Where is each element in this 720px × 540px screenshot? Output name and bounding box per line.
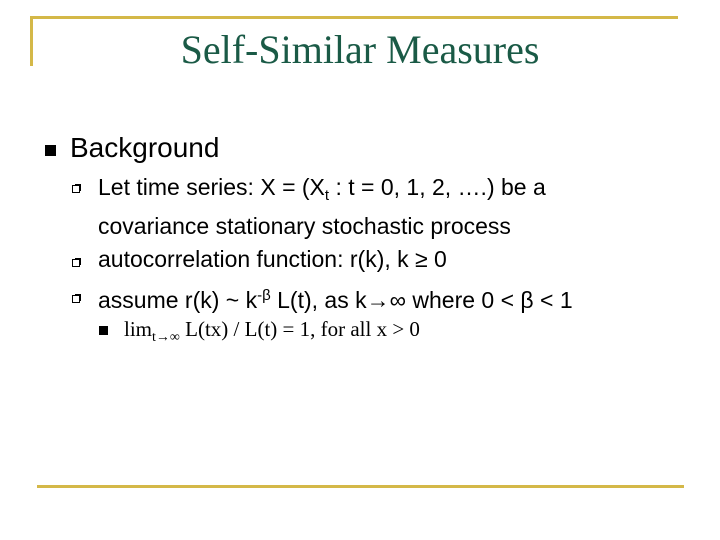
sub-bullet-autocorrelation: autocorrelation function: r(k), k ≥ 0 — [98, 246, 447, 272]
text-segment: L(t), as k→∞ where 0 < β < 1 — [270, 287, 573, 313]
box-bullet-icon — [72, 184, 81, 193]
box-bullet-icon — [72, 258, 81, 267]
sub-bullet-time-series — [98, 172, 546, 242]
sub-bullet-line-2: covariance stationary stochastic process — [98, 213, 511, 239]
subscript-limit: t→∞ — [152, 330, 180, 345]
bullet-background: Background — [70, 132, 220, 163]
slide-title: Self-Similar Measures — [180, 27, 540, 72]
sub-bullet-assume — [98, 280, 573, 316]
top-rule — [30, 16, 678, 19]
sub-sub-bullet-limit — [124, 317, 420, 346]
text-segment: : t = 0, 1, 2, ….) be a — [329, 174, 546, 200]
bottom-rule — [37, 485, 684, 488]
superscript-beta: -β — [257, 287, 271, 304]
box-bullet-icon — [72, 294, 81, 303]
sub-bullet-line-1 — [98, 172, 546, 211]
square-bullet-icon — [99, 326, 108, 335]
text-segment: L(tx) / L(t) = 1, for all x > 0 — [179, 317, 420, 341]
text-segment: assume r(k) ~ k — [98, 287, 258, 313]
subscript-t: t — [324, 187, 330, 204]
square-bullet-icon — [45, 145, 56, 156]
text-segment: Let time series: X = (X — [98, 174, 325, 200]
text-segment: lim — [124, 317, 153, 341]
